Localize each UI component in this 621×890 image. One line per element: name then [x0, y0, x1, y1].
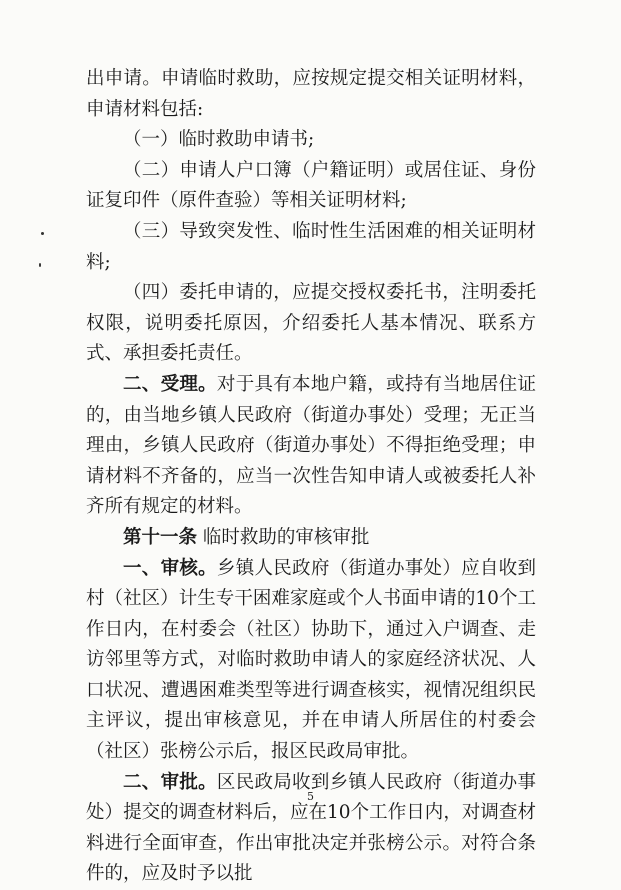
list-item-entrusted-application: （四）委托申请的，应提交授权委托书，注明委托权限，说明委托原因，介绍委托人基本情况、联系方式、承担委托责任。 [86, 282, 536, 365]
list-item-household-register: （二）申请人户口簿（户籍证明）或居住证、身份证复印件（原件查验）等相关证明材料; [86, 159, 536, 212]
article-eleven-title: 临时救助的审核审批 [197, 526, 370, 548]
list-item-hardship-proof: （三）导致突发性、临时性生活困难的相关证明材料; [86, 220, 536, 273]
scan-speck [41, 232, 44, 235]
section-review-text: 乡镇人民政府（街道办事处）应自收到村（社区）计生专干困难家庭或个人书面申请的10个工作日内，在村委会（社区）协助下，通过入户调查、走访邻里等方式，对临时救助申请人的家庭经济状况、人口状况、遭遇困难类型等进行调查核实，视情况组织民主评议，提出审核意见，并在申请人所居住的村委会（社区）张榜公示后，报区民政局审批。 [86, 557, 536, 763]
paragraph-application-materials: 出申请。申请临时救助，应按规定提交相关证明材料，申请材料包括: [86, 68, 536, 120]
section-approval-heading: 二、审批。 [123, 771, 217, 793]
page-number: 5 [307, 790, 314, 803]
scan-speck [39, 263, 41, 267]
section-acceptance-text: 对于具有本地户籍，或持有当地居住证的，由当地乡镇人民政府（街道办事处）受理；无正当理由，乡镇人民政府（街道办事处）不得拒绝受理；申请材料不齐备的，应当一次性告知申请人或被委托人补齐所有规定的材料。 [86, 373, 536, 518]
section-acceptance [86, 370, 536, 523]
document-body [86, 64, 536, 890]
section-review [86, 554, 536, 768]
section-approval [86, 768, 536, 890]
section-approval-text: 区民政局收到乡镇人民政府（街道办事处）提交的调查材料后，应在10个工作日内，对调查材料进行全面审查，作出审批决定并张榜公示。对符合条件的，应及时予以批 [86, 771, 536, 885]
article-eleven [86, 523, 536, 554]
section-acceptance-heading: 二、受理。 [123, 373, 217, 395]
article-eleven-number: 第十一条 [123, 526, 198, 548]
section-review-heading: 一、审核。 [123, 557, 217, 579]
list-item-application-form: （一）临时救助申请书; [123, 129, 315, 151]
